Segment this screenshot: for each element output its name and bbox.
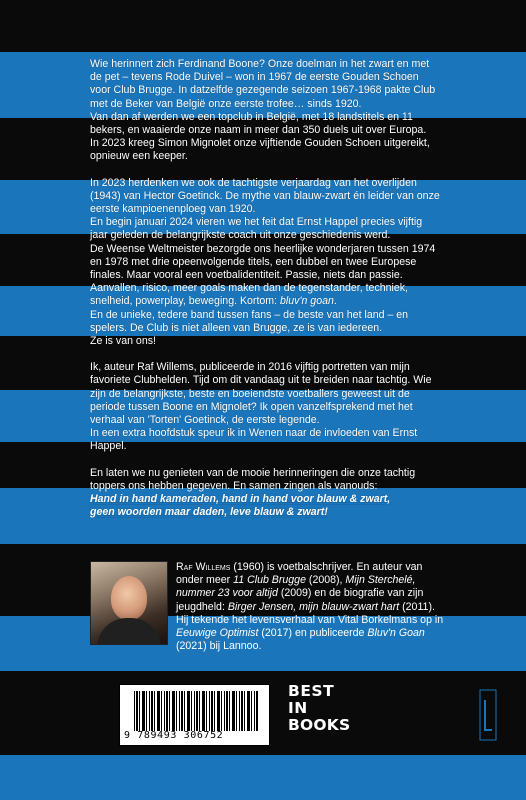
author-photo xyxy=(90,561,168,645)
paragraph: In 2023 kreeg Simon Mignolet onze vijftiende Gouden Schoen uitgereikt, opnieuw een keeper. xyxy=(90,137,430,163)
paragraph: In een extra hoofdstuk speur ik in Wenen naar de invloeden van Ernst Happel. xyxy=(90,427,418,453)
book-title: Mijn Sterchelé, nummer 23 voor altijd xyxy=(176,574,416,600)
paragraph: Ik, auteur Raf Willems, publiceerde in 2016 vijftig portretten van mijn favoriete Clubhelden. Tijd om dit vandaag uit te breiden naar tachtig. Wie zijn de belangrijkste, beste en boeiendste voetballers geweest uit de periode tussen Boone en Mignolet? Ik open vanzelfsprekend met het verhaal van 'Torten' Goetinck, de eerste legende. xyxy=(90,361,432,427)
isbn-barcode xyxy=(119,684,270,746)
paragraph-italic: bluv'n goan xyxy=(280,295,334,308)
barcode-bars xyxy=(134,691,258,731)
stripe-blue xyxy=(0,755,526,800)
paragraph xyxy=(90,243,442,309)
publisher-mark xyxy=(478,685,498,745)
paragraph: Wie herinnert zich Ferdinand Boone? Onze doelman in het zwart en met de pet – tevens Rode Duivel – won in 1967 de eerste Gouden Schoen voor Club Brugge. In datzelfde gezegende seizoen 1967-1968 pakte Club met de Beker van België onze eerste trofee… sinds 1920. xyxy=(90,58,436,110)
book-title: Bluv'n Goan xyxy=(367,627,425,640)
stripe-black xyxy=(0,0,526,52)
paragraph-text: De Weense Weltmeister bezorgde ons heerlijke wonderjaren tussen 1974 en 1978 met drie opeenvolgende titels, een dubbel en twee Europese finales. Maar vooral een voetbalidentiteit. Passie, niets dan passie. Aanvallen, risico, meer goals maken dan de tegenstander, techniek, snelheid, powerplay, beweging. Kortom: xyxy=(90,242,436,308)
paragraph: En de unieke, tedere band tussen fans – de beste van het land – en spelers. De Club is niet alleen van Brugge, ze is van iedereen. xyxy=(90,308,409,334)
book-title: Eeuwige Optimist xyxy=(176,627,259,640)
paragraph: In 2023 herdenken we ook de tachtigste verjaardag van het overlijden (1943) van Hector Goetinck. De mythe van blauw-zwart én leider van onze eerste kampioenenploeg van 1920. xyxy=(90,176,440,216)
publisher-line: BOOKS xyxy=(288,716,351,734)
paragraph-text: . xyxy=(333,295,337,308)
club-song-line: Hand in hand kameraden, hand in hand voor blauw & zwart, xyxy=(90,493,391,506)
club-song-line: geen woorden maar daden, leve blauw & zwart! xyxy=(90,506,328,519)
isbn-number: 9 789493 306752 xyxy=(124,730,224,741)
publisher-logo xyxy=(288,682,351,734)
paragraph: Van dan af werden we een topclub in België, met 18 landstitels en 11 bekers, en waaierde onze naam in meer dan 350 duels uit over Europa. xyxy=(90,110,427,137)
lannoo-mark-icon xyxy=(479,688,497,742)
paragraph: En laten we nu genieten van de mooie herinneringen die onze tachtig toppers ons hebben gegeven. En samen zingen als vanouds: xyxy=(90,466,416,492)
back-cover-text xyxy=(90,58,442,520)
author-bio: Raf Willems (1960) is voetbalschrijver. En auteur van onder meer 11 Club Brugge (2008), Mijn Sterchelé, nummer 23 voor altijd (2009) en de biografie van zijn jeugdheld: Birger Jensen, mijn blauw-zwart hart (2011). Hij tekende het levensverhaal van Vital Borkelmans op in Eeuwige Optimist (2017) en publiceerde Bluv'n Goan (2021) bij Lannoo. xyxy=(90,561,444,653)
publisher-line: BEST IN xyxy=(288,682,335,717)
book-title: 11 Club Brugge xyxy=(233,574,306,587)
author-name: Raf Willems xyxy=(176,561,231,573)
paragraph: En begin januari 2024 vieren we het feit dat Ernst Happel precies vijftig jaar geleden de belangrijkste coach uit onze geschiedenis werd. xyxy=(90,216,423,242)
book-title: Birger Jensen, mijn blauw-zwart hart xyxy=(227,600,400,613)
paragraph: Ze is van ons! xyxy=(90,335,156,348)
